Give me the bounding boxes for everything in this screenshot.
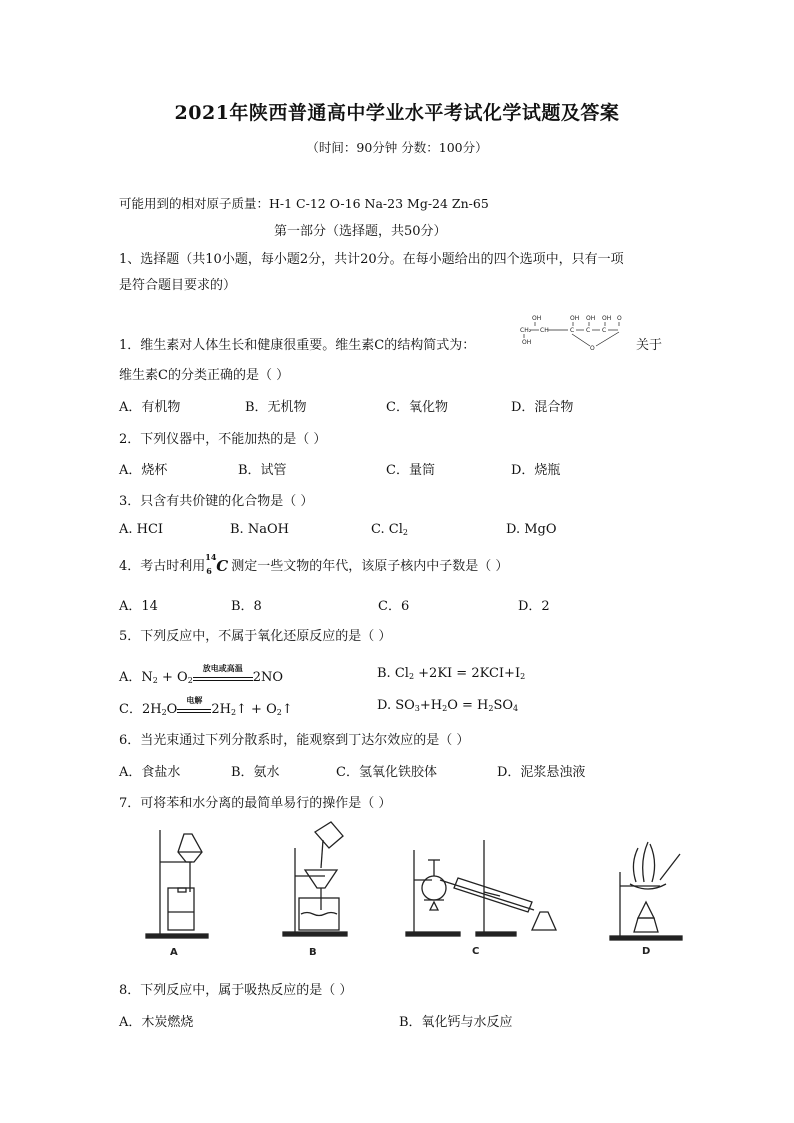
- q5-option-a[interactable]: A．$N_2 + O_2$ 放电或高温 2NO: [119, 662, 284, 685]
- q4-option-d[interactable]: D．2: [518, 599, 550, 614]
- vitamin-c-structure: [518, 312, 630, 356]
- struct-label: OH: [532, 315, 542, 322]
- atomic-masses: 可能用到的相对原子质量：H-1 C-12 O-16 Na-23 Mg-24 Zn-65: [119, 196, 489, 211]
- q5-option-c[interactable]: C．$2H_2O$ 电解 $2H_2↑$ + $O_2↑$: [119, 694, 293, 717]
- apparatus-evaporation[interactable]: [606, 832, 690, 958]
- q1-option-c[interactable]: C．氧化物: [386, 400, 448, 415]
- q1-stem: 1．维生素对人体生长和健康很重要。维生素C的结构简式为：: [119, 338, 476, 353]
- figure-label-c: C: [472, 946, 480, 957]
- q4-stem: 4．考古时利用 14 6 C 测定一些文物的年代，该原子核内中子数是（ ）: [119, 552, 509, 576]
- q1-option-b[interactable]: B．无机物: [245, 400, 307, 415]
- struct-label: OH: [522, 339, 532, 346]
- struct-label: O: [590, 345, 595, 352]
- struct-label: C: [586, 327, 591, 334]
- q4-option-b[interactable]: B．8: [231, 599, 262, 614]
- q3-option-d[interactable]: D. MgO: [506, 522, 557, 537]
- apparatus-filtration[interactable]: [275, 818, 365, 958]
- struct-label: OH: [586, 315, 596, 322]
- q5-option-d[interactable]: D. $SO_3+H_2O = H_2SO_4$: [377, 698, 519, 713]
- q2-option-a[interactable]: A．烧杯: [119, 463, 168, 478]
- q1-option-a[interactable]: A．有机物: [119, 400, 181, 415]
- section-intro-line1: 1、选择题（共10小题，每小题2分，共计20分。在每小题给出的四个选项中，只有一项: [119, 252, 624, 267]
- struct-label: OH: [602, 315, 612, 322]
- q2-option-b[interactable]: B．试管: [238, 463, 287, 478]
- figure-label-d: D: [642, 946, 651, 957]
- page-subtitle: （时间：90分钟 分数：100分）: [306, 140, 488, 155]
- apparatus-distillation[interactable]: [404, 820, 584, 958]
- q3-stem: 3．只含有共价键的化合物是（ ）: [119, 494, 314, 509]
- q5-stem: 5．下列反应中，不属于氧化还原反应的是（ ）: [119, 629, 392, 644]
- equals-arrow: 放电或高温: [193, 673, 253, 683]
- struct-label: C: [570, 327, 575, 334]
- q8-option-a[interactable]: A．木炭燃烧: [119, 1015, 194, 1030]
- struct-label: CH₂: [520, 327, 532, 334]
- q2-option-c[interactable]: C．量筒: [386, 463, 435, 478]
- apparatus-separatory-funnel[interactable]: [140, 822, 220, 957]
- q3-option-b[interactable]: B. NaOH: [230, 522, 289, 537]
- section-intro-line2: 是符合题目要求的）: [119, 278, 237, 293]
- q2-option-d[interactable]: D．烧瓶: [511, 463, 561, 478]
- q4-option-c[interactable]: C．6: [378, 599, 410, 614]
- page-title: 2021年陕西普通高中学业水平考试化学试题及答案: [174, 102, 620, 124]
- q6-stem: 6．当光束通过下列分散系时，能观察到丁达尔效应的是（ ）: [119, 733, 470, 748]
- q6-option-b[interactable]: B．氨水: [231, 765, 280, 780]
- equals-arrow: 电解: [177, 705, 211, 715]
- q8-option-b[interactable]: B．氧化钙与水反应: [399, 1015, 513, 1030]
- q3-option-a[interactable]: A. HCI: [119, 522, 164, 537]
- carbon-14-isotope: 14 6 C: [205, 552, 229, 576]
- q8-stem: 8．下列反应中，属于吸热反应的是（ ）: [119, 983, 353, 998]
- struct-label: CH: [540, 327, 549, 334]
- struct-label: OH: [570, 315, 580, 322]
- q1-stem-cont: 关于: [636, 338, 663, 353]
- q5-option-b[interactable]: B. $Cl_2 +2KI = 2KCI+I_2$: [377, 666, 526, 681]
- struct-label: C: [602, 327, 607, 334]
- q6-option-c[interactable]: C．氢氧化铁胶体: [336, 765, 437, 780]
- q2-stem: 2．下列仪器中，不能加热的是（ ）: [119, 432, 327, 447]
- q6-option-a[interactable]: A．食盐水: [119, 765, 181, 780]
- struct-label: O: [617, 315, 622, 322]
- figure-label-a: A: [170, 947, 178, 957]
- q3-option-c[interactable]: C. $Cl_2$: [371, 522, 408, 537]
- q4-option-a[interactable]: A．14: [119, 599, 158, 614]
- q7-stem: 7．可将苯和水分离的最简单易行的操作是（ ）: [119, 796, 392, 811]
- q1-stem-end: 维生素C的分类正确的是（ ）: [119, 368, 290, 383]
- figure-label-b: B: [309, 947, 317, 958]
- q1-option-d[interactable]: D．混合物: [511, 400, 574, 415]
- q6-option-d[interactable]: D．泥浆悬浊液: [497, 765, 586, 780]
- part-heading: 第一部分（选择题，共50分）: [274, 224, 447, 239]
